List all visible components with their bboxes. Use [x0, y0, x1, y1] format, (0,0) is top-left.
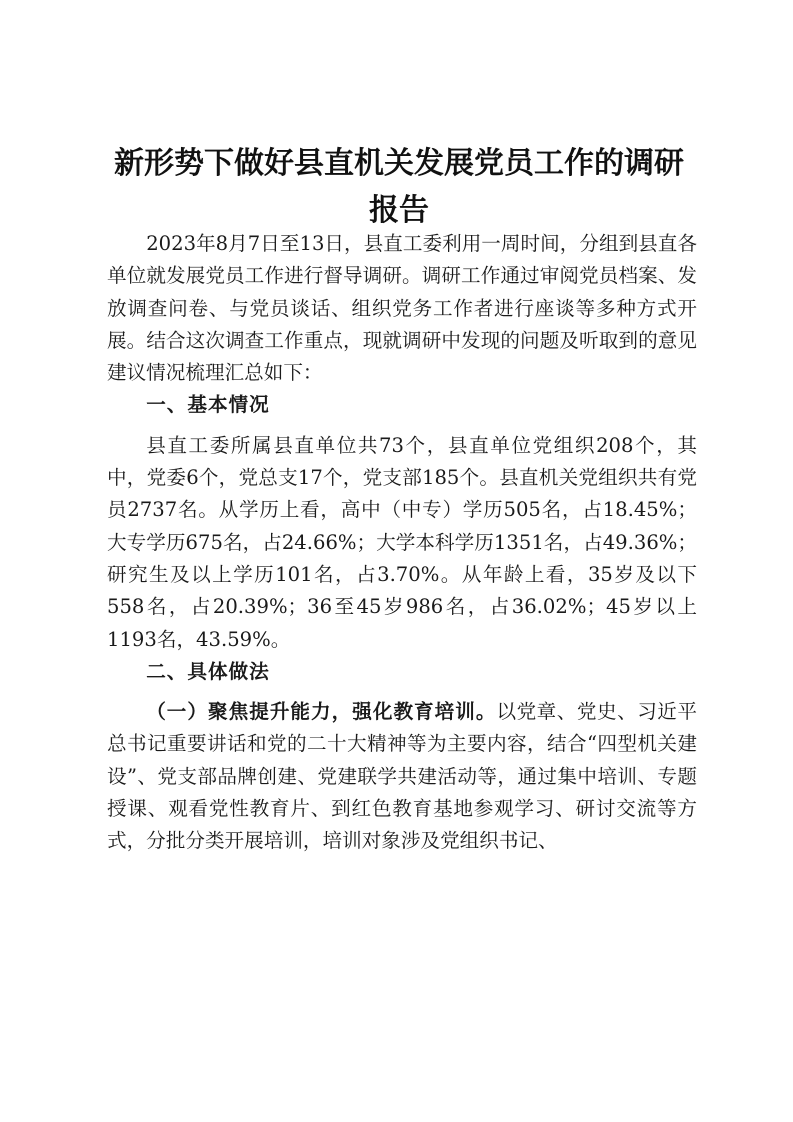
document-body — [107, 228, 697, 858]
basic-situation-paragraph: 县直工委所属县直单位共73个，县直单位党组织208个，其中，党委6个，党总支17个，党支部185个。县直机关党组织共有党员2737名。从学历上看，高中（中专）学历505名，占18.45%；大专学历675名，占24.66%；大学本科学历1351名，占49.36%；研究生及以上学历101名，占3.70%。从年龄上看，35岁及以下558名，占20.39%；36至45岁986名，占36.02%；45岁以上1193名，43.59%。 — [107, 433, 697, 651]
practices-paragraph — [107, 696, 697, 857]
section-heading-specific-practices: 二、具体做法 — [146, 659, 270, 683]
sub-heading-education-training: （一）聚焦提升能力，强化教育培训。 — [146, 700, 497, 724]
spacer — [107, 422, 697, 430]
section-heading-basic-situation: 一、基本情况 — [146, 393, 270, 417]
spacer — [107, 688, 697, 696]
document-title: 新形势下做好县直机关发展党员工作的调研报告 — [114, 146, 684, 228]
education-training-text: 以党章、党史、习近平总书记重要讲话和党的二十大精神等为主要内容，结合“四型机关建设”、党支部品牌创建、党建联学共建活动等，通过集中培训、专题授课、观看党性教育片、到红色教育基地参观学习、研讨交流等方式，分批分类开展培训，培训对象涉及党组织书记、 — [107, 700, 698, 853]
intro-paragraph: 2023年8月7日至13日，县直工委利用一周时间，分组到县直各单位就发展党员工作进行督导调研。调研工作通过审阅党员档案、发放调查问卷、与党员谈话、组织党务工作者进行座谈等多种方式开展。结合这次调查工作重点，现就调研中发现的问题及听取到的意见建议情况梳理汇总如下： — [107, 232, 697, 385]
